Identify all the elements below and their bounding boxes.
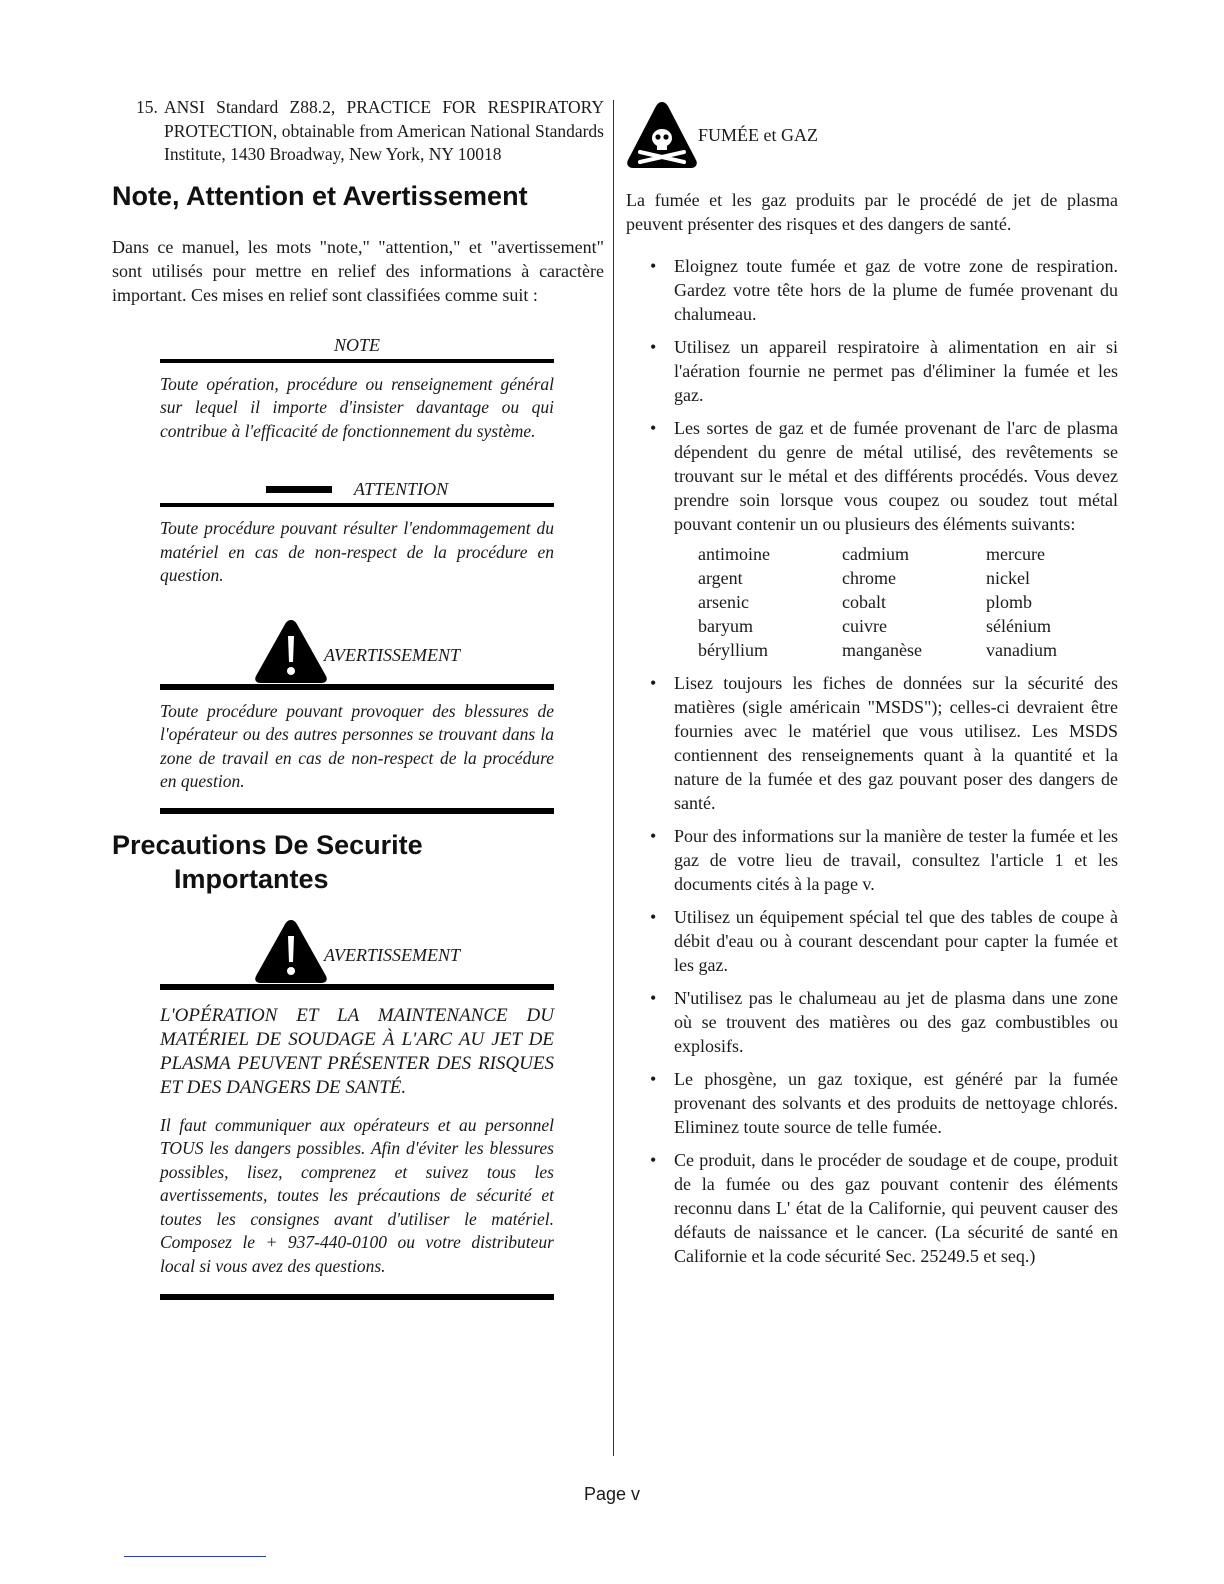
list-item: • Pour des informations sur la manière de tester la fumée et les gaz de votre lieu de travail, consultez l'article 1 et les documents cités à la page v.: [626, 824, 1118, 896]
element-item: chrome: [842, 568, 896, 588]
element-item: béryllium: [698, 640, 768, 660]
element-item: antimoine: [698, 544, 770, 564]
warning-rule-top: [160, 684, 554, 690]
attention-text: Toute procédure pouvant résulter l'endommagement du matériel en cas de non-respect de la procédure en question.: [160, 518, 554, 585]
warning-box: [160, 618, 554, 814]
section-heading-note: Note, Attention et Avertissement: [112, 180, 528, 211]
section-heading-precautions: [112, 828, 604, 896]
list-item: • Utilisez un équipement spécial tel que des tables de coupe à débit d'eau ou à courant descendant pour capter la fumée et les gaz.: [626, 905, 1118, 977]
fumes-intro: La fumée et les gaz produits par le procédé de jet de plasma peuvent présenter des risques et des dangers de santé.: [626, 190, 1118, 234]
column-divider: [613, 100, 614, 1456]
list-item: [626, 416, 1118, 662]
list-item: • Le phosgène, un gaz toxique, est généré par la fumée provenant des solvants et des produits de nettoyage chlorés. Eliminez toute source de telle fumée.: [626, 1067, 1118, 1139]
precautions-heading-line2: Importantes: [174, 863, 329, 894]
attention-title: ATTENTION: [353, 479, 449, 499]
precautions-rule-top: [160, 984, 554, 990]
fumes-title: FUMÉE et GAZ: [698, 124, 818, 145]
note-intro-paragraph: Dans ce manuel, les mots "note," "attention," et "avertissement" sont utilisés pour mettre en relief des informations à caractère important. Ces mises en relief sont classifiées comme suit :: [112, 236, 604, 305]
element-item: plomb: [986, 592, 1033, 612]
element-item: baryum: [698, 616, 753, 636]
note-text: Toute opération, procédure ou renseignement général sur lequel il importe d'insister davantage ou qui contribue à l'efficacité de fonctionnement du système.: [160, 373, 554, 441]
note-rule: [160, 359, 554, 363]
warning-rule-bottom: [160, 808, 554, 814]
element-item: mercure: [986, 544, 1045, 564]
skull-crossbones-icon: [626, 100, 698, 170]
page-number: Page v: [583, 1484, 641, 1504]
warning-triangle-icon: [254, 918, 328, 984]
list-item: • Utilisez un appareil respiratoire à alimentation en air si l'aération fournie ne permet pas d'éliminer la fumée et les gaz.: [626, 335, 1118, 407]
left-column: [112, 96, 604, 1300]
attention-header: [160, 477, 554, 501]
element-item: cuivre: [842, 616, 887, 636]
attention-bar-icon: [266, 486, 332, 493]
attention-rule: [160, 503, 554, 507]
fumes-header: [626, 100, 1118, 170]
element-item: argent: [698, 568, 743, 588]
warning-triangle-icon: [254, 618, 328, 684]
precautions-body-text: Il faut communiquer aux opérateurs et au personnel TOUS les dangers possibles. Afin d'éviter les blessures possibles, lisez, comprenez et suivez tous les avertissements, toutes les précautions de sécurité et toutes les consignes avant d'utiliser le matériel. Composez le + 937-440-0100 ou votre distributeur local si vous avez des questions.: [160, 1114, 554, 1276]
precautions-caps-text: L'OPÉRATION ET LA MAINTENANCE DU MATÉRIEL DE SOUDAGE À L'ARC AU JET DE PLASMA PEUVENT PRÉSENTER DES RISQUES ET DES DANGERS DE SANTÉ.: [160, 1004, 554, 1098]
warning-title: AVERTISSEMENT: [323, 644, 461, 665]
list-item: • N'utilisez pas le chalumeau au jet de plasma dans une zone où se trouvent des matières ou des gaz combustibles ou explosifs.: [626, 986, 1118, 1058]
warning-header: [160, 618, 554, 684]
list-item-text: Les sortes de gaz et de fumée provenant de l'arc de plasma dépendent du genre de métal utilisé, des revêtements se trouvant sur le métal et des différents procédés. Vous devez prendre soin lorsque vous coupez ou soudez tout métal pouvant contenir un ou plusieurs des éléments suivants:: [674, 418, 1118, 534]
note-box: [160, 333, 554, 444]
reference-number: 15.: [136, 97, 158, 117]
warning-text: Toute procédure pouvant provoquer des blessures de l'opérateur ou des autres personnes se trouvant dans la zone de travail en cas de non-respect de la procédure en question.: [160, 700, 554, 791]
reference-text: ANSI Standard Z88.2, PRACTICE FOR RESPIRATORY PROTECTION, obtainable from American National Standards Institute, 1430 Broadway, New York, NY 10018: [164, 97, 604, 164]
precautions-rule-bottom: [160, 1294, 554, 1300]
element-item: cadmium: [842, 544, 909, 564]
element-item: manganèse: [842, 640, 922, 660]
precautions-warning-box: [160, 918, 554, 1301]
footer-rule: [124, 1556, 266, 1557]
elements-grid: [698, 542, 1118, 662]
precautions-warning-header: [160, 918, 554, 984]
reference-item: [112, 96, 604, 167]
list-item: • Eloignez toute fumée et gaz de votre zone de respiration. Gardez votre tête hors de la plume de fumée provenant du chalumeau.: [626, 254, 1118, 326]
element-item: sélénium: [986, 616, 1051, 636]
note-title: NOTE: [333, 334, 380, 355]
list-item: • Lisez toujours les fiches de données sur la sécurité des matières (sigle américain "MSDS"); celles-ci devraient être fournies avec le matériel que vous utilisez. Les MSDS contiennent des renseignements quant à la quantité et la nature de la fumée et des gaz pouvant poser des dangers de santé.: [626, 671, 1118, 815]
element-item: cobalt: [842, 592, 886, 612]
attention-box: [160, 477, 554, 588]
precautions-warning-title: AVERTISSEMENT: [323, 944, 461, 965]
element-item: nickel: [986, 568, 1030, 588]
element-item: arsenic: [698, 592, 749, 612]
fumes-bullet-list: [626, 254, 1118, 1268]
precautions-heading-line1: Precautions De Securite: [112, 829, 423, 860]
element-item: vanadium: [986, 640, 1057, 660]
right-column: [626, 100, 1118, 1268]
list-item: • Ce produit, dans le procéder de soudage et de coupe, produit de la fumée ou des gaz pouvant contenir des éléments reconnu dans L' état de la Californie, qui peuvent causer des défauts de naissance et le cancer. (La sécurité de santé en Californie et la code sécurité Sec. 25249.5 et seq.): [626, 1148, 1118, 1268]
